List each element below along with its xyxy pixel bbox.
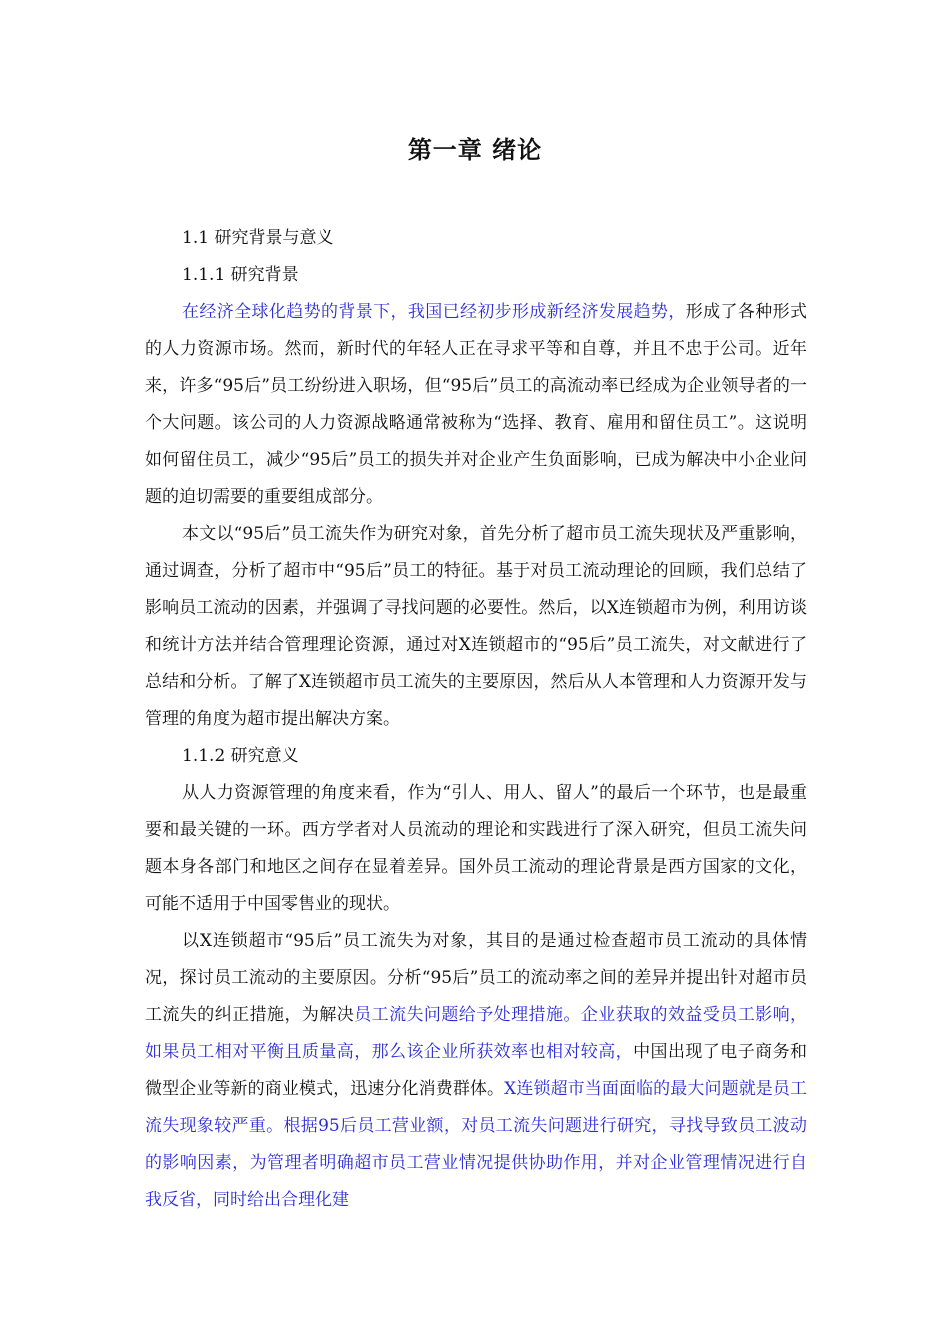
- section-heading-1-1: 1.1 研究背景与意义: [182, 228, 334, 248]
- paragraph-background-2: 本文以“95后”员工流失作为研究对象，首先分析了超市员工流失现状及严重影响，通过调查，分析了超市中“95后”员工的特征。基于对员工流动理论的回顾，我们总结了影响员工流动的因素，并强调了寻找问题的必要性。然后，以X连锁超市为例，利用访谈和统计方法并结合管理理论资源，通过对X连锁超市的“95后”员工流失，对文献进行了总结和分析。了解了X连锁超市员工流失的主要原因，然后从人本管理和人力资源开发与管理的角度为超市提出解决方案。: [145, 524, 807, 729]
- paragraph-text: 以X连锁超市“95后”员工流失为对象，其目的是通过检查超市员工流动的具体情况，探讨员工流动的主要原因。分析“95后”员工的流动率之间的差异并提出针对超市员工流失的纠正措施，为解决: [145, 931, 807, 1025]
- paragraph-significance-1: 从人力资源管理的角度来看，作为“引人、用人、留人”的最后一个环节，也是最重要和最关键的一环。西方学者对人员流动的理论和实践进行了深入研究，但员工流失问题本身各部门和地区之间存在显着差异。国外员工流动的理论背景是西方国家的文化，可能不适用于中国零售业的现状。: [145, 783, 807, 914]
- paragraph-text: 中国出现了电子商务和微型企业等新的商业模式，迅速分化消费群体。: [145, 1042, 808, 1099]
- chapter-title: 第一章 绪论: [407, 136, 543, 164]
- section-heading-1-1-2: 1.1.2 研究意义: [182, 746, 299, 766]
- document-body: [145, 220, 807, 1219]
- highlighted-text: 员工流失问题给予处理措施。企业获取的效益受员工影响，如果员工相对平衡且质量高，那么该企业所获效率也相对较高，: [145, 1005, 808, 1062]
- paragraph-text: 形成了各种形式的人力资源市场。然而，新时代的年轻人正在寻求平等和自尊，并且不忠于公司。近年来，许多“95后”员工纷纷进入职场，但“95后”员工的高流动率已经成为企业领导者的一个大问题。该公司的人力资源战略通常被称为“选择、教育、雇用和留住员工”。这说明如何留住员工，减少“95后”员工的损失并对企业产生负面影响，已成为解决中小企业问题的迫切需要的重要组成部分。: [145, 302, 808, 507]
- paragraph-background-1: [145, 294, 807, 516]
- highlighted-text: X连锁超市当面面临的最大问题就是员工流失现象较严重。根据95后员工营业额，对员工流失问题进行研究，寻找导致员工波动的影响因素，为管理者明确超市员工营业情况提供协助作用，并对企业管理情况进行自我反省，同时给出合理化建: [145, 1079, 807, 1210]
- highlighted-text: 在经济全球化趋势的背景下，我国已经初步形成新经济发展趋势，: [182, 302, 686, 322]
- section-heading-1-1-1: 1.1.1 研究背景: [182, 265, 299, 285]
- paragraph-significance-2: [145, 923, 807, 1219]
